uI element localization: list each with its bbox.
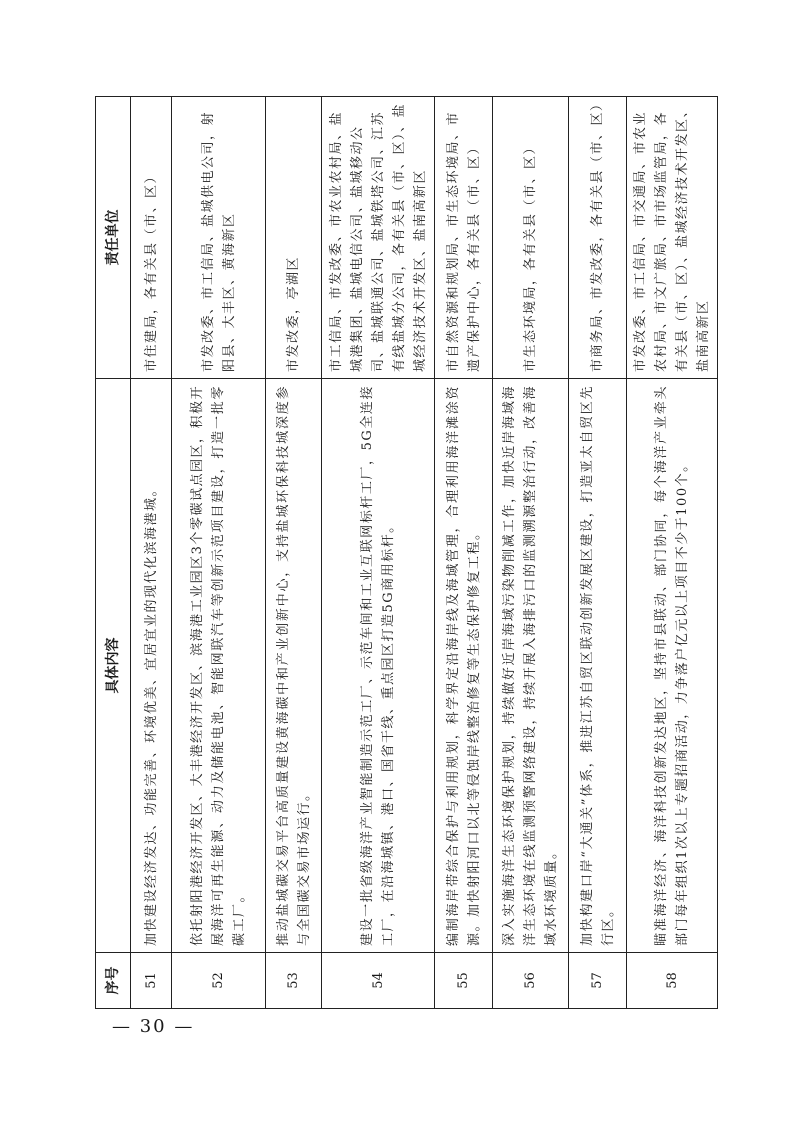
row-unit: 市自然资源和规划局、市生态环境局、市遗产保护中心，各有关县（市、区） (435, 97, 493, 379)
row-unit: 市生态环境局，各有关县（市、区） (493, 97, 569, 379)
row-unit: 市发改委，亭湖区 (266, 97, 322, 379)
row-number: 52 (172, 953, 266, 1009)
row-content: 编制海岸带综合保护与利用规划，科学界定沿海岸线及海域管理，合理利用海洋滩涂资源。加快射阳河口以北等侵蚀岸线整治修复等生态保护修复工程。 (435, 379, 493, 953)
table-row (131, 97, 172, 1009)
row-number: 58 (627, 953, 718, 1009)
row-content: 深入实施海洋生态环境保护规划，持续做好近岸海域污染物削减工作，加快近岸海域海洋生态环境在线监测预警网络建设，持续开展入海排污口的监测溯源整治行动，改善海域水环境质量。 (493, 379, 569, 953)
table-row (627, 97, 718, 1009)
header-unit: 责任单位 (96, 97, 131, 379)
row-number: 53 (266, 953, 322, 1009)
row-unit: 市发改委、市工信局、市交通局、市农业农村局、市文广旅局、市市场监管局，各有关县（市、区）、盐城经济技术开发区、盐南高新区 (627, 97, 718, 379)
row-number: 51 (131, 953, 172, 1009)
row-content: 加快建设经济发达、功能完善、环境优美、宜居宜业的现代化滨海港城。 (131, 379, 172, 953)
row-content: 建设一批省级海洋产业智能制造示范工厂、示范车间和工业互联网标杆工厂，5G全连接工厂，在沿海城镇、港口、国省干线、重点园区打造5G商用标杆。 (322, 379, 435, 953)
row-unit: 市工信局、市发改委、市农业农村局、盐城港集团、盐城电信公司、盐城移动公司、盐城联通公司、盐城铁塔公司、江苏有线盐城分公司，各有关县（市、区）、盐城经济技术开发区、盐南高新区 (322, 97, 435, 379)
table-row (569, 97, 627, 1009)
row-number: 54 (322, 953, 435, 1009)
row-unit: 市住建局，各有关县（市、区） (131, 97, 172, 379)
row-content: 瞄准海洋经济、海洋科技创新发达地区，坚持市县联动、部门协同，每个海洋产业牵头部门每年组织1次以上专题招商活动，力争落户亿元以上项目不少于100个。 (627, 379, 718, 953)
responsibility-table (95, 96, 718, 1009)
table-header-row (96, 97, 131, 1009)
rotated-table-wrapper (95, 96, 711, 1009)
row-unit: 市发改委、市工信局、盐城供电公司，射阳县、大丰区、黄海新区 (172, 97, 266, 379)
table-row (435, 97, 493, 1009)
row-content: 加快构建口岸“大通关”体系，推进江苏自贸区联动创新发展区建设，打造亚太自贸区先行区。 (569, 379, 627, 953)
row-content: 推动盐城碳交易平台高质量建设黄海碳中和产业创新中心，支持盐城环保科技城深度参与全国碳交易市场运行。 (266, 379, 322, 953)
row-number: 55 (435, 953, 493, 1009)
row-content: 依托射阳港经济开发区、大丰港经济开发区、滨海港工业园区3个零碳试点园区，积极开展海洋可再生能源、动力及储能电池、智能网联汽车等创新示范项目建设，打造一批零碳工厂。 (172, 379, 266, 953)
row-unit: 市商务局、市发改委，各有关县（市、区） (569, 97, 627, 379)
table-row (172, 97, 266, 1009)
table-row (266, 97, 322, 1009)
row-number: 57 (569, 953, 627, 1009)
header-number: 序号 (96, 953, 131, 1009)
page-number: — 30 — (112, 1016, 195, 1037)
header-content: 具体内容 (96, 379, 131, 953)
row-number: 56 (493, 953, 569, 1009)
table-row (322, 97, 435, 1009)
table-row (493, 97, 569, 1009)
